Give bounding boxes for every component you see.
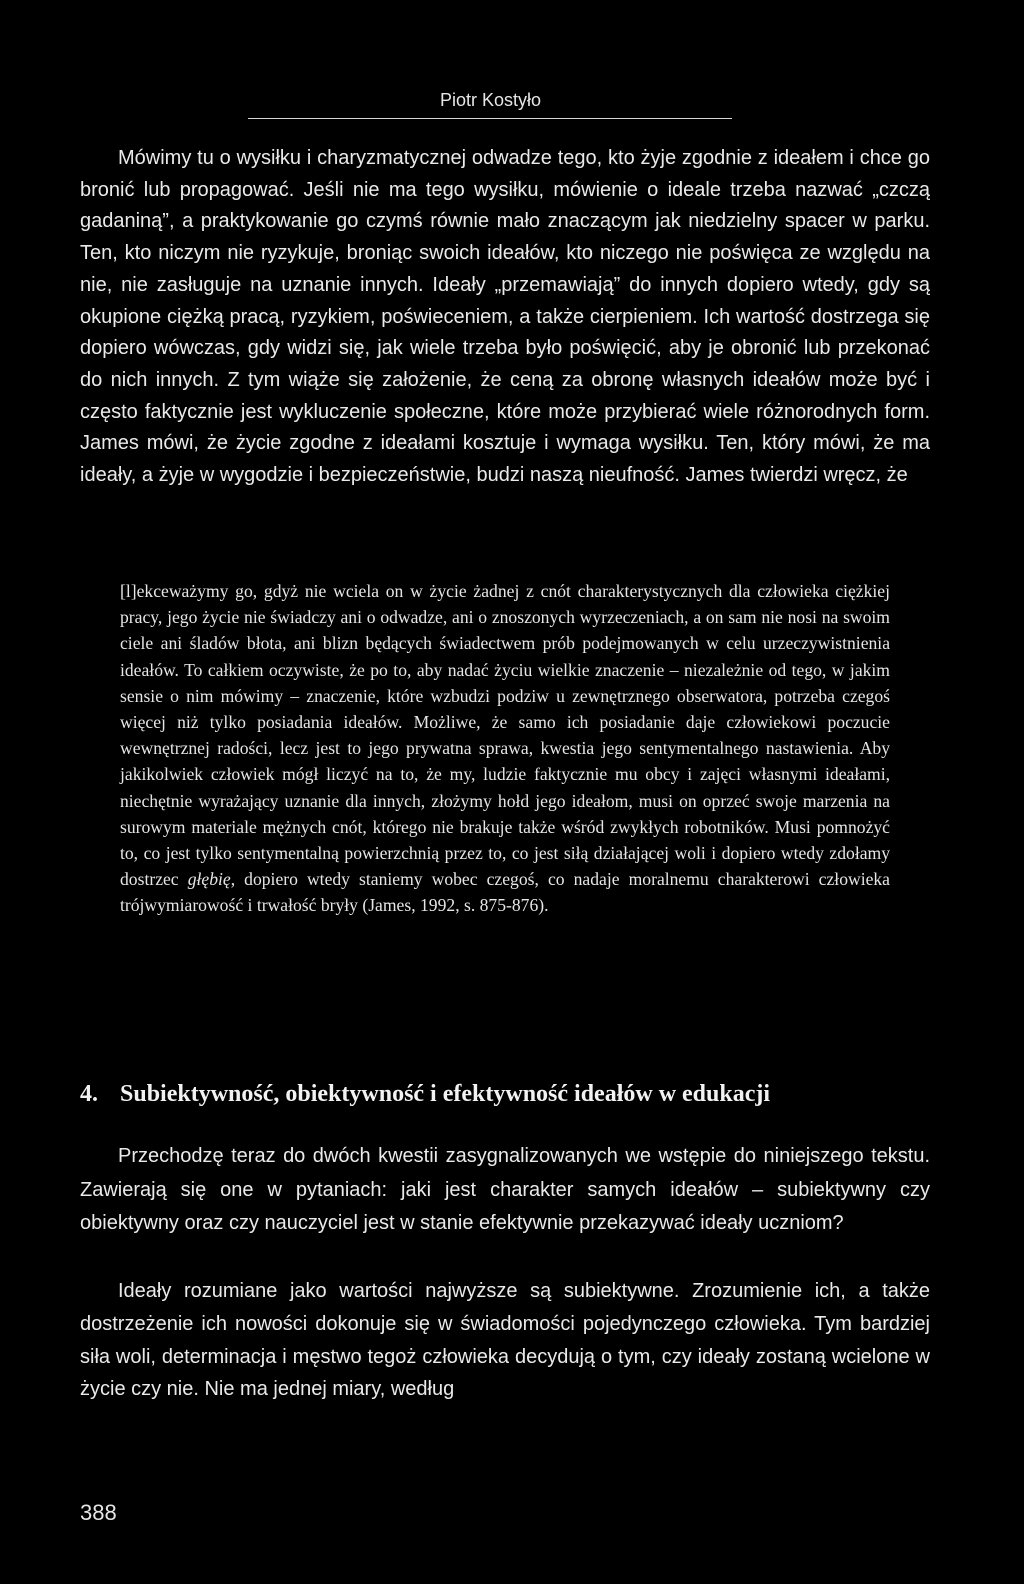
header-rule: [248, 118, 732, 119]
page-number: 388: [80, 1500, 117, 1525]
paragraph-2: Przechodzę teraz do dwóch kwestii zasygnalizowanych we wstępie do niniejszego tekstu. Zawierają się one w pytaniach: jaki jest charakter samych ideałów – subiektywny czy obiektywny oraz czy nauczyciel jest w stanie efektywnie przekazywać ideały uczniom?: [80, 1145, 930, 1235]
paragraph-3: Ideały rozumiane jako wartości najwyższe są subiektywne. Zrozumienie ich, a także dostrzeżenie ich nowości dokonuje się w świadomości pojedynczego człowieka. Tym bardziej siła woli, determinacja i męstwo tegoż człowieka decydują o tym, czy ideały zostaną wcielone w życie czy nie. Nie ma jednej miary, według: [80, 1280, 930, 1401]
section-heading: [80, 1081, 940, 1108]
section-title: Subiektywność, obiektywność i efektywność ideałów w edukacji: [120, 1081, 771, 1107]
paragraph-1: Mówimy tu o wysiłku i charyzmatycznej odwadze tego, kto żyje zgodnie z ideałem i chce go bronić lub propagować. Jeśli nie ma tego wysiłku, mówienie o ideale trzeba nazwać „czczą gadaniną”, a praktykowanie go czymś równie mało znaczącym jak niedzielny spacer w parku. Ten, kto niczym nie ryzykuje, broniąc swoich ideałów, kto niczego nie poświęca ze względu na nie, nie zasługuje na uznanie innych. Ideały „przemawiają” do innych dopiero wtedy, gdy są okupione ciężką pracą, ryzykiem, poświeceniem, a także cierpieniem. Ich wartość dostrzega się dopiero wówczas, gdy widzi się, jak wiele trzeba było poświęcić, aby je obronić lub przekonać do nich innych. Z tym wiąże się założenie, że ceną za obronę własnych ideałów może być i często faktycznie jest wykluczenie społeczne, które może przybierać wiele różnorodnych form. James mówi, że życie zgodne z ideałami kosztuje i wymaga wysiłku. Ten, który mówi, że ma ideały, a żyje w wygodzie i bezpieczeństwie, budzi naszą nieufność. James twierdzi wręcz, że: [80, 147, 930, 487]
running-header: Piotr Kostyło: [440, 90, 542, 110]
section-number: 4.: [80, 1081, 98, 1107]
quote-emphasis: głębię: [187, 869, 231, 890]
quote-text-part-1: [l]ekceważymy go, gdyż nie wciela on w życie żadnej z cnót charakterystycznych dla człowieka ciężkiej pracy, jego życie nie świadczy ani o odwadze, ani o znoszonych wyrzeczeniach, a on sam nie nosi na swoim ciele ani śladów błota, ani blizn będących świadectwem prób podejmowanych w celu urzeczywistnienia ideałów. To całkiem oczywiste, że po to, aby nadać życiu wielkie znaczenie – niezależnie od tego, w jakim sensie o nim mówimy – znaczenie, które wzbudzi podziw u zewnętrznego obserwatora, potrzeba czegoś więcej niż tylko posiadania ideałów. Możliwe, że samo ich posiadanie daje człowiekowi poczucie wewnętrznej radości, lecz jest to jego prywatna sprawa, kwestia jego sentymentalnego nastawienia. Aby jakikolwiek człowiek mógł liczyć na to, że my, ludzie faktycznie mu obcy i zajęci własnymi ideałami, niechętnie wyrażający uznanie dla innych, złożymy hołd jego ideałom, musi on oprzeć swoje marzenia na surowym materiale mężnych cnót, którego nie brakuje także wśród zwykłych robotników. Musi pomnożyć to, co jest tylko sentymentalną powierzchnią przez to, co jest siłą działającej woli i dopiero wtedy zdołamy dostrzec: [120, 581, 890, 890]
block-quote: [120, 578, 890, 919]
quote-text-part-2: , dopiero wtedy staniemy wobec czegoś, co nadaje moralnemu charakterowi człowieka trójwymiarowość i trwałość bryły (James, 1992, s. 875-876).: [120, 869, 890, 916]
